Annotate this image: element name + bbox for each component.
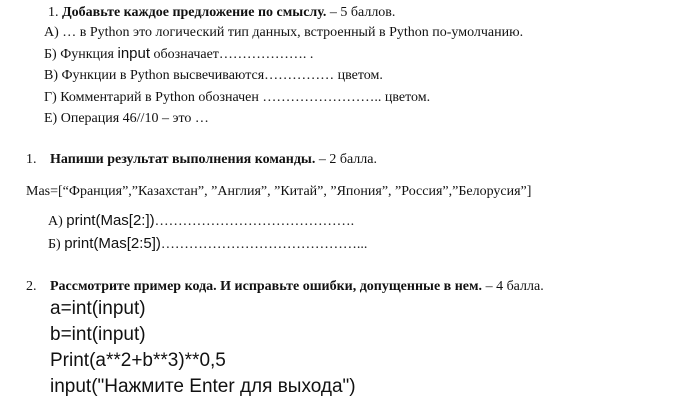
task1-item-c bbox=[44, 68, 383, 84]
task2-item-b-dots: ……………………………………... bbox=[160, 237, 368, 252]
task3-points: – 4 балла. bbox=[482, 279, 544, 294]
task2-heading bbox=[50, 152, 377, 168]
task1-item-e-text: Е) Операция 46//10 – это … bbox=[44, 111, 209, 126]
task1-item-b-code: input bbox=[117, 45, 151, 62]
task1-number: 1. bbox=[48, 5, 59, 20]
task1-item-a bbox=[44, 25, 523, 41]
task1-points: – 5 баллов. bbox=[326, 5, 396, 20]
task1-heading bbox=[48, 5, 395, 21]
task1-item-c-text: В) Функции в Python высвечиваются…………… цветом. bbox=[44, 68, 383, 83]
task3-heading-text: Рассмотрите пример кода. И исправьте ошибки, допущенные в нем. bbox=[50, 279, 483, 294]
task2-item-b-label: Б) bbox=[48, 237, 65, 252]
task1-item-b-prefix: Б) Функция bbox=[44, 47, 118, 62]
task1-item-a-text: А) … в Python это логический тип данных, встроенный в Python по-умолчанию. bbox=[44, 25, 524, 40]
task1-item-d-text: Г) Комментарий в Python обозначен …………………….. цветом. bbox=[44, 90, 431, 105]
code-line-2: b=int(input) bbox=[50, 324, 146, 345]
task2-number: 1. bbox=[26, 152, 37, 167]
task2-item-a-dots: ……………………………………. bbox=[154, 214, 355, 229]
task2-list-line: Mas=[“Франция”,”Казахстан”, ”Англия”, ”Китай”, ”Япония”, ”Россия”,”Белорусия”] bbox=[26, 184, 532, 199]
task2-heading-text: Напиши результат выполнения команды. bbox=[50, 152, 316, 167]
task3-heading bbox=[50, 279, 544, 295]
task2-item-b bbox=[48, 236, 367, 253]
task3-number: 2. bbox=[26, 279, 37, 294]
task2-item-a-code: print(Mas[2:]) bbox=[66, 212, 155, 229]
task1-heading-text: Добавьте каждое предложение по смыслу. bbox=[62, 5, 327, 20]
code-line-4: input("Нажмите Enter для выхода") bbox=[50, 376, 356, 397]
task1-item-e bbox=[44, 111, 209, 127]
task1-item-b bbox=[44, 46, 313, 63]
task2-item-b-code: print(Mas[2:5]) bbox=[64, 235, 161, 252]
task2-item-a-label: А) bbox=[48, 214, 67, 229]
code-line-1: a=int(input) bbox=[50, 298, 146, 319]
task2-points: – 2 балла. bbox=[315, 152, 377, 167]
task2-item-a bbox=[48, 213, 354, 230]
task1-item-b-suffix: обозначает………………. . bbox=[150, 47, 314, 62]
code-line-3: Print(a**2+b**3)**0,5 bbox=[50, 350, 226, 371]
task1-item-d bbox=[44, 90, 430, 106]
